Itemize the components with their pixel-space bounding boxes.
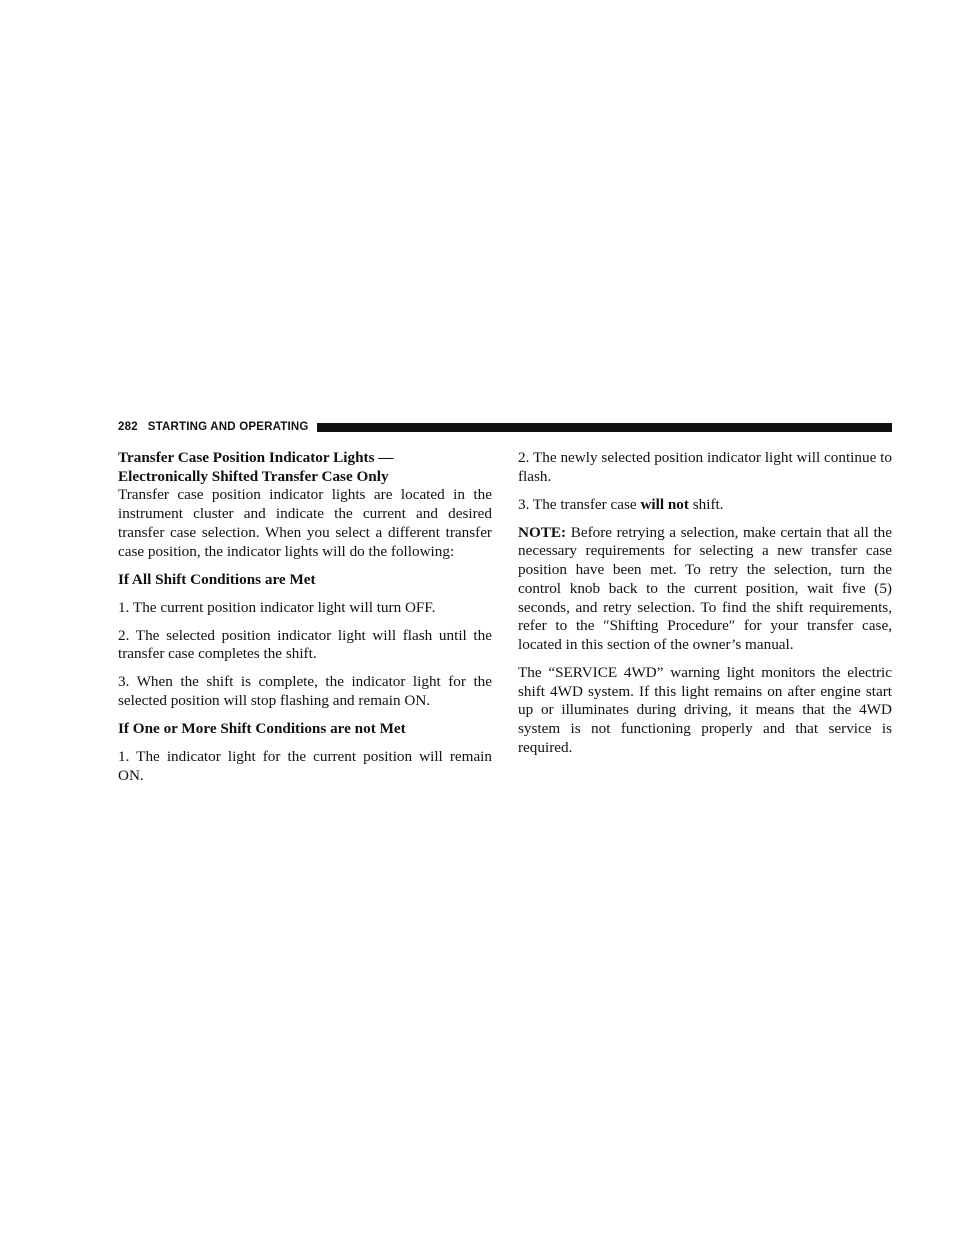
header-rule [317,423,892,432]
subhead-conditions-met: If All Shift Conditions are Met [118,570,316,588]
note-label: NOTE: [518,523,567,541]
list-item: 1. The current position indicator light will turn OFF. [118,598,436,616]
right-column [518,449,892,767]
item3-emphasis: will not [640,495,689,513]
item3-suffix: shift. [688,495,724,513]
page-header [118,419,892,435]
heading-line-2: Electronically Shifted Transfer Case Only [118,467,389,485]
page-number: 282 [118,421,138,433]
left-column [118,449,492,795]
list-item: 3. When the shift is complete, the indicator light for the selected position will stop flashing and remain ON. [118,673,492,709]
list-item: 2. The selected position indicator light will flash until the transfer case completes the shift. [118,626,492,663]
list-item [518,496,892,515]
list-item: 1. The indicator light for the current position will remain ON. [118,747,492,784]
note-paragraph [518,524,892,655]
section-title: STARTING AND OPERATING [147,421,309,433]
note-text: Before retrying a selection, make certain that all the necessary requirements for selecting a new transfer case position have been met. To retry the selection, turn the control knob back to the current position, wait five (5) seconds, and retry selection. To find the shift requirements, refer to the ″Shifting Procedure″ for your transfer case, located in this section of the owner’s manual. [518,523,892,653]
list-item: 2. The newly selected position indicator light will continue to flash. [518,449,892,485]
service-4wd-paragraph: The “SERVICE 4WD” warning light monitors the electric shift 4WD system. If this light remains on after engine start up or illuminates during driving, it means that the 4WD system is not functioning properly and that service is required. [518,663,892,756]
heading-line-1: Transfer Case Position Indicator Lights — [118,449,394,466]
subhead-conditions-not-met: If One or More Shift Conditions are not Met [118,719,406,737]
item3-prefix: 3. The transfer case [518,495,641,513]
intro-paragraph: Transfer case position indicator lights are located in the instrument cluster and indicate the current and desired transfer case selection. When you select a different transfer case position, the indicator lights will do the following: [118,486,492,560]
